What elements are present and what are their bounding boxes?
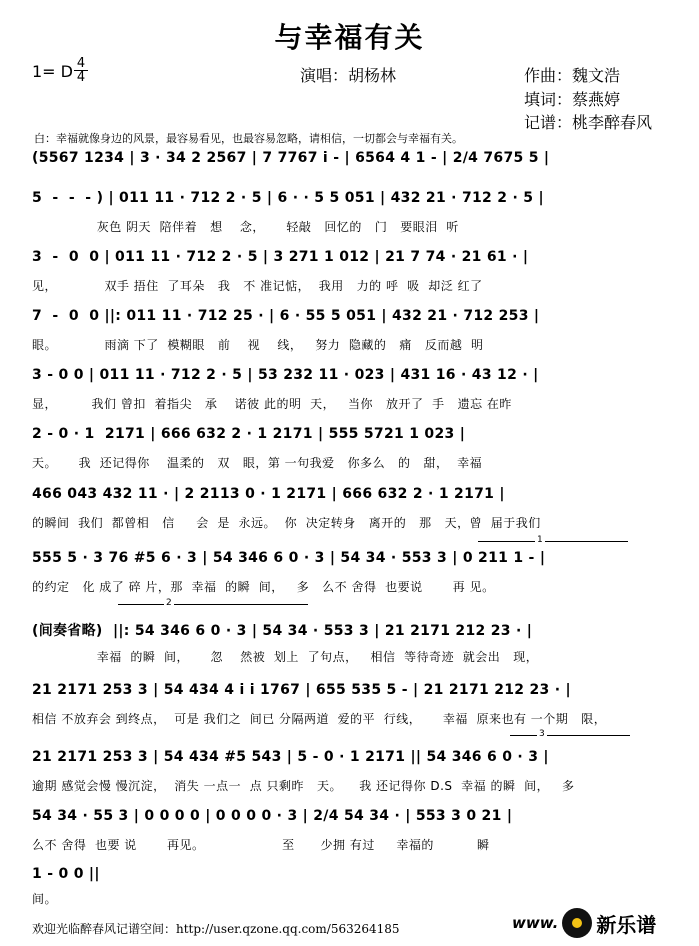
lyric-line-3: 见， 双手 捂住 了耳朵 我 不 准记惦， 我用 力的 呼 吸 却泛 红了 [32,279,483,293]
lyricist-credit: 填词：蔡燕婷 [524,90,621,109]
key-signature: 1= D [32,62,73,81]
notation-line-5: 3 - 0 0 | 011 11 · 712 2 · 5 | 53 232 11 · 023 | 431 16 · 43 12 · | [32,367,539,383]
notation-line-3: 3 - 0 0 | 011 11 · 712 2 · 5 | 3 271 1 012 | 21 7 74 · 21 61 · | [32,249,529,265]
volta-number-1: 1 [537,535,543,545]
notation-line-7: 466 043 432 11 · | 2 2113 0 · 1 2171 | 666 632 2 · 1 2171 | [32,486,505,502]
lyric-line-8: 的约定 化 成了 碎 片，那 幸福 的瞬 间， 多 么不 舍得 也要说 再 见。 [32,580,495,594]
volta-number-3: 3 [539,729,545,739]
transcriber-credit: 记谱：桃李醉春风 [524,113,653,132]
notation-line-12: 54 34 · 55 3 | 0 0 0 0 | 0 0 0 0 · 3 | 2/4 54 34 · | 553 3 0 21 | [32,808,513,824]
volta-number-2: 2 [166,598,172,608]
lyric-line-12: 么不 舍得 也要 说 再见。 至 少拥 有过 幸福的 瞬 [32,838,490,852]
spoken-intro: 白：幸福就像身边的风景，最容易看见，也最容易忽略，请相信，一切都会与幸福有关。 [34,132,463,145]
notation-line-13: 1 - 0 0 || [32,866,100,882]
watermark-logo [512,906,656,940]
composer-credit: 作曲：魏文浩 [524,66,621,85]
lyric-line-13: 间。 [32,892,58,906]
lyric-line-7: 的瞬间 我们 都曾相 信 会 是 永远。 你 决定转身 离开的 那 天，曾 届于我们 [32,516,541,530]
lyric-line-9: 幸福 的瞬 间， 忽 然被 划上 了句点， 相信 等待奇迹 就会出 现， [32,650,539,664]
notation-line-4: 7 - 0 0 ||: 011 11 · 712 25 · | 6 · 55 5 051 | 432 21 · 712 253 | [32,308,540,324]
notation-line-1: (5567 1234 | 3 · 34 2 2567 | 7 7767 i - | 6564 4 1 - | 2/4 7675 5 | [32,150,550,166]
volta-bracket-3 [510,735,630,736]
record-disc-icon [562,908,592,938]
footer-link-text: 欢迎光临醉春风记谱空间：http://user.qzone.qq.com/563264185 [32,922,400,936]
lyric-line-2: 灰色 阴天 陪伴着 想 念， 轻敲 回忆的 门 要眼泪 听 [32,220,459,234]
lyric-line-10: 相信 不放弃会 到终点， 可是 我们之 间已 分隔两道 爱的平 行线， 幸福 原来也有 一个期 限， [32,712,607,726]
time-signature [74,57,88,84]
lyric-line-4: 眼。 雨滴 下了 模糊眼 前 视 线， 努力 隐藏的 痛 反而越 明 [32,338,484,352]
song-title: 与幸福有关 [274,21,425,54]
notation-line-6: 2 - 0 · 1 2171 | 666 632 2 · 1 2171 | 555 5721 1 023 | [32,426,466,442]
lyric-line-5: 显， 我们 曾扣 着指尖 承 诺彼 此的明 天， 当你 放开了 手 遗忘 在昨 [32,397,512,411]
notation-line-10: 21 2171 253 3 | 54 434 4 i i 1767 | 655 535 5 - | 21 2171 212 23 · | [32,682,571,698]
notation-line-2: 5 - - - ) | 011 11 · 712 2 · 5 | 6 · · 5 5 051 | 432 21 · 712 2 · 5 | [32,190,544,206]
volta-bracket-1 [478,541,628,542]
notation-line-8: 555 5 · 3 76 #5 6 · 3 | 54 346 6 0 · 3 | 54 34 · 553 3 | 0 211 1 - | [32,550,546,566]
notation-line-9: (间奏省略) ||: 54 346 6 0 · 3 | 54 34 · 553 3 | 21 2171 212 23 · | [32,623,533,639]
watermark-www: www. [512,914,559,932]
singer-credit: 演唱：胡杨林 [300,66,397,85]
time-signature-top: 4 [76,56,86,71]
watermark-brand: 新乐谱 [596,912,657,937]
notation-line-11: 21 2171 253 3 | 54 434 #5 543 | 5 - 0 · 1 2171 || 54 346 6 0 · 3 | [32,749,549,765]
lyric-line-11: 逾期 感觉会慢 慢沉淀， 消失 一点一 点 只剩昨 天。 我 还记得你 D.S 幸福 的瞬 间， 多 [32,779,575,793]
lyric-line-6: 天。 我 还记得你 温柔的 双 眼，第 一句我爱 你多么 的 甜， 幸福 [32,456,483,470]
time-signature-bottom: 4 [74,70,88,84]
volta-bracket-2 [118,604,308,605]
